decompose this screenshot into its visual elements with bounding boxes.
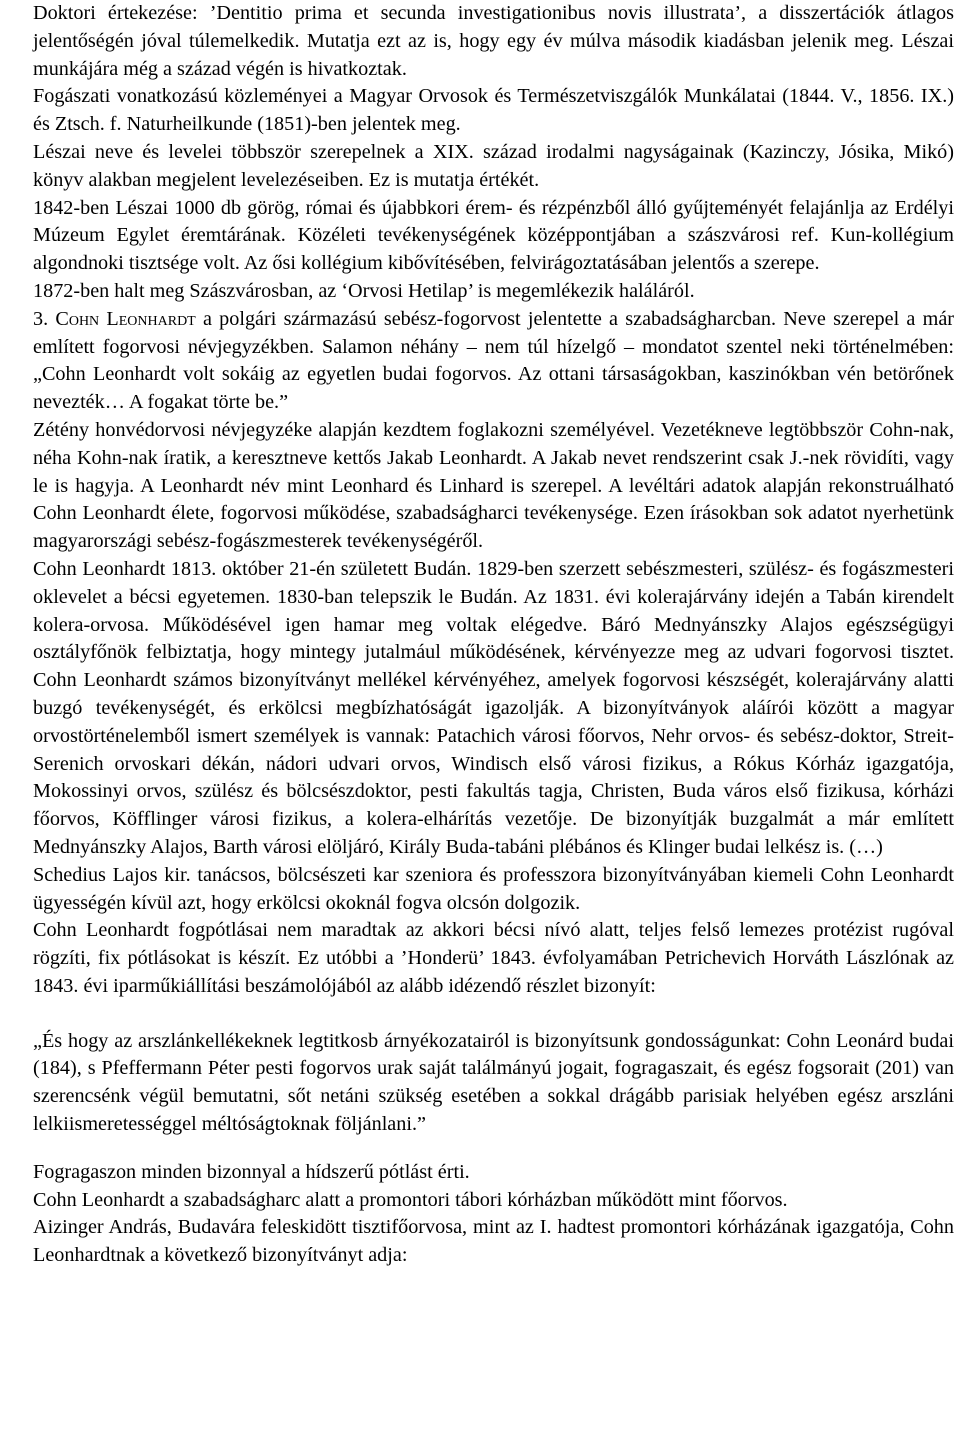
paragraph-cohn-intro bbox=[33, 306, 954, 417]
paragraph-cohn-intro-text: a polgári származású sebész-fogorvost jelentette a szabadságharcban. Neve szerepel a már említett fogorvosi névjegyzékben. Salamon néhány – nem túl hízelgő – mondatot szentel neki történelmében: „Cohn Leonhardt volt sokáig az egyetlen budai fogorvos. Az ottani társaságokban, kaszinókban vén betörőnek nevezték… A fogakat törte be.” bbox=[33, 307, 955, 414]
paragraph-prosthetics: Cohn Leonhardt fogpótlásai nem maradtak az akkori bécsi nívó alatt, teljes felső lemezes protézist rugóval rögzíti, fix pótlásokat is készít. Ez utóbbi a ’Honderü’ 1843. évfolyamában Petrichevich Horváth Lászlónak az 1843. évi iparműkiállítási beszámolójából az alább idézendő részlet bizonyít: bbox=[33, 919, 954, 997]
paragraph-publications: Fogászati vonatkozású közleményei a Magyar Orvosok és Természetviszgálók Munkálatai (1844. V., 1856. IX.) és Ztsch. f. Naturheilkunde (1851)-ben jelentek meg. bbox=[33, 85, 954, 136]
section-number: 3. bbox=[33, 307, 49, 330]
paragraph-collection: 1842-ben Lészai 1000 db görög, római és újabbkori érem- és rézpénzből álló gyűjteményét felajánlja az Erdélyi Múzeum Egylet éremtárának. Közéleti tevékenységének középpontjában a szászvárosi ref. Kun-kollégium algondnoki tisztsége volt. Az ősi kollégium kibővítésében, felvirágoztatásában jelentős a szerepe. bbox=[33, 196, 954, 275]
spacer bbox=[33, 1139, 954, 1159]
document-page bbox=[33, 0, 954, 1270]
paragraph-correspondence: Lészai neve és levelei többször szerepelnek a XIX. század irodalmi nagyságainak (Kazinczy, Jósika, Mikó) könyv alakban megjelent levelezéseiben. Ez is mutatja értékét. bbox=[33, 140, 954, 191]
paragraph-schedius: Schedius Lajos kir. tanácsos, bölcsészeti kar szeniora és professzora bizonyítványában kiemeli Cohn Leonhardt ügyességén kívül azt, hogy erkölcsi okoknál fogva olcsón dolgozik. bbox=[33, 863, 954, 914]
block-quote: „És hogy az arszlánkellékeknek legtitkosb árnyékozatairól is bizonyítsunk gondosságunkat: Cohn Leonárd budai (184), s Pfeffermann Péter pesti fogorvos urak saját találmányú jogait, fogragaszait, és egész fogsorait (201) van szerencsénk végül bemutatni, sőt netáni szükség esetében a sokkal drágább parisiak helyében egész arszláni lelkiismeretességgel méltóságtoknak följánlani.” bbox=[33, 1029, 954, 1136]
paragraph-death: 1872-ben halt meg Szászvárosban, az ‘Orvosi Hetilap’ is megemlékezik haláláról. bbox=[33, 279, 695, 302]
paragraph-fogragasz: Fogragaszon minden bizonnyal a hídszerű pótlást érti. bbox=[33, 1160, 470, 1183]
paragraph-aizinger: Aizinger András, Budavára feleskidött tisztifőorvosa, mint az I. hadtest promontori kórházának igazgatója, Cohn Leonhardtnak a következő bizonyítványt adja: bbox=[33, 1216, 954, 1267]
person-name-heading: Cohn Leonhardt bbox=[55, 307, 196, 330]
paragraph-war-hospital: Cohn Leonhardt a szabadságharc alatt a promontori tábori kórházban működött mint főorvos. bbox=[33, 1188, 788, 1211]
paragraph-name-variants: Zétény honvédorvosi névjegyzéke alapján kezdtem foglakozni személyével. Vezetékneve legtöbbször Cohn-nak, néha Kohn-nak íratik, a keresztneve kettős Jakab Leonhardt. A Jakab nevet rendszerint csak J.-nek rövidíti, vagy le is hagyja. A Leonhardt név mint Leonhard és Linhard is szerepel. A levéltári adatok alapján rekonstruálható Cohn Leonhardt élete, fogorvosi működése, szabadságharci tevékenysége. Ezen írásokban sok adatot nyerhetünk magyarországi sebész-fogászmesterek tevékenységéről. bbox=[33, 418, 954, 553]
paragraph-dissertation: Doktori értekezése: ’Dentitio prima et secunda investigationibus novis illustrata’, a disszertációk átlagos jelentőségén jóval túlemelkedik. Mutatja ezt az is, hogy egy év múlva második kiadásban jelenik meg. Lészai munkájára még a század végén is hivatkoztak. bbox=[33, 2, 954, 80]
spacer bbox=[33, 1001, 954, 1028]
paragraph-biography: Cohn Leonhardt 1813. október 21-én született Budán. 1829-ben szerzett sebészmesteri, szülész- és fogászmesteri oklevelet a bécsi egyetemen. 1830-ban telepszik le Budán. Az 1831. évi kolerajárvány idején a Tabán kirendelt kolera-orvosa. Működésével igen hamar meg voltak elégedve. Báró Mednyánszky Alajos egészségügyi osztályfőnök felbiztatja, hogy mintegy jutalmául működésének, kérvényezze meg az udvari fogorvosi tisztet. Cohn Leonhardt számos bizonyítványt mellékel kérvényéhez, amelyek fogorvosi készségét, kolerajárvány alatti buzgó tevékenységét, és erkölcsi megbízhatóságát igazolják. A bizonyítványok aláírói között a magyar orvostörténelemből ismert személyek is vannak: Patachich városi főorvos, Nehr orvos- és sebész-doktor, Streit-Serenich orvoskari dékán, nádori udvari orvos, Windisch első városi fizikus, a Rókus Kórház igazgatója, Mokossinyi orvos, szülész és bölcsészdoktor, pesti fakultás tagja, Christen, Buda város első fizikusa, kórházi főorvos, Köfflinger városi fizikus, a kolera-elhárítás vezetője. De bizonyítják buzgalmát a már említett Mednyánszky Alajos, Barth városi elöljáró, Király Buda-tabáni plébános és Klinger budai lelkész is. (…) bbox=[33, 557, 954, 858]
